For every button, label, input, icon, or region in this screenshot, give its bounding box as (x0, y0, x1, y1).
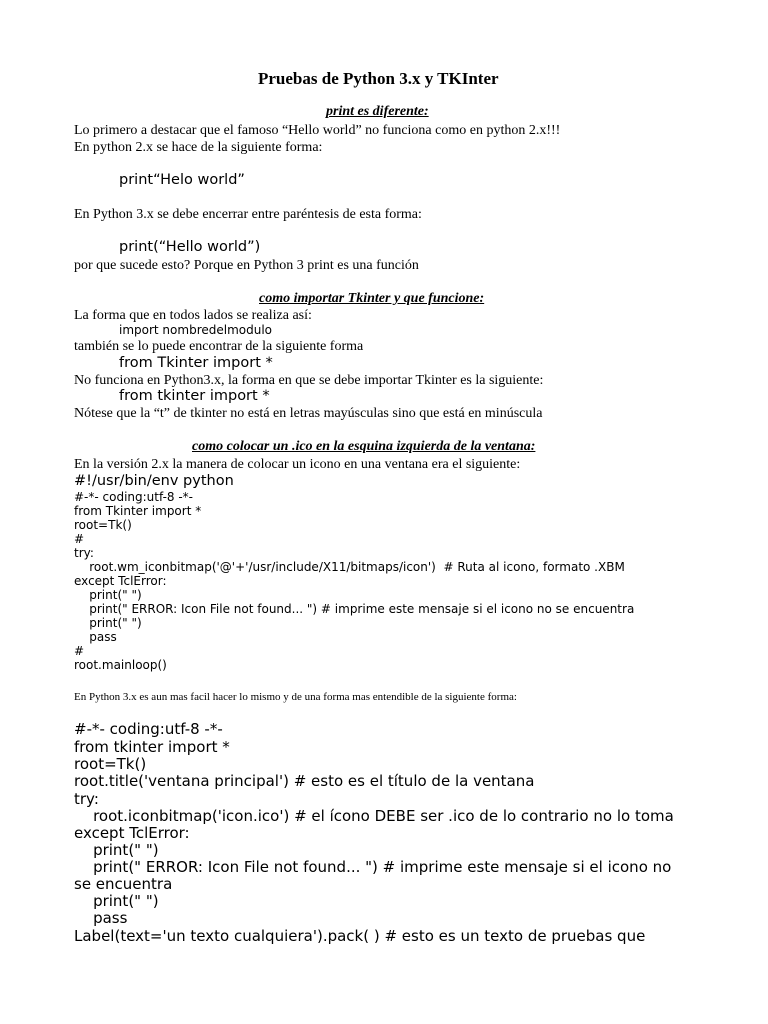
code-line: print(" ERROR: Icon File not found... ") # imprime este mensaje si el icono no se encuentra (74, 602, 635, 616)
code-line: try: (74, 790, 99, 808)
code-line: print(" ") (74, 616, 142, 630)
paragraph-line: Nótese que la “t” de tkinter no está en letras mayúsculas sino que está en minúscula (74, 406, 543, 421)
code-line: except TclError: (74, 574, 167, 588)
code-line: root.wm_iconbitmap('@'+'/usr/include/X11/bitmaps/icon') # Ruta al icono, formato .XBM (74, 560, 625, 574)
code-line: print(" ") (74, 841, 159, 859)
code-snippet: from tkinter import * (119, 388, 270, 404)
code-line: pass (74, 630, 117, 644)
code-snippet: print“Helo world” (119, 172, 245, 188)
code-line: try: (74, 546, 94, 560)
code-line: except TclError: (74, 824, 190, 842)
code-line: root=Tk() (74, 755, 147, 773)
code-line: print(" ") (74, 588, 142, 602)
paragraph-line: En Python 3.x se debe encerrar entre paréntesis de esta forma: (74, 207, 422, 222)
paragraph-line: Lo primero a destacar que el famoso “Hello world” no funciona como en python 2.x!!! (74, 123, 561, 138)
code-line: #-*- coding:utf-8 -*- (74, 720, 223, 738)
code-line: root.title('ventana principal') # esto es el título de la ventana (74, 772, 535, 790)
code-line: root=Tk() (74, 518, 132, 532)
section-heading-print: print es diferente: (326, 104, 429, 119)
paragraph-line: también se lo puede encontrar de la siguiente forma (74, 339, 364, 354)
paragraph-line: En Python 3.x es aun mas facil hacer lo mismo y de una forma mas entendible de la siguiente forma: (74, 691, 517, 703)
code-line: # (74, 532, 85, 546)
code-line: from Tkinter import * (74, 504, 202, 518)
code-line: se encuentra (74, 875, 173, 893)
code-snippet: import nombredelmodulo (119, 323, 273, 337)
code-line: Label(text='un texto cualquiera').pack( ) # esto es un texto de pruebas que (74, 927, 646, 945)
paragraph-line: En la versión 2.x la manera de colocar un icono en una ventana era el siguiente: (74, 457, 521, 472)
code-line: pass (74, 909, 128, 927)
section-heading-icon: como colocar un .ico en la esquina izquierda de la ventana: (192, 439, 536, 454)
code-line: #!/usr/bin/env python (74, 473, 234, 489)
code-snippet: from Tkinter import * (119, 355, 273, 371)
code-snippet: print(“Hello world”) (119, 239, 261, 255)
section-heading-import: como importar Tkinter y que funcione: (259, 291, 485, 306)
code-line: root.iconbitmap('icon.ico') # el ícono DEBE ser .ico de lo contrario no lo toma (74, 807, 674, 825)
page-title: Pruebas de Python 3.x y TKInter (258, 69, 499, 88)
code-line: from tkinter import * (74, 738, 230, 756)
paragraph-line: No funciona en Python3.x, la forma en que se debe importar Tkinter es la siguiente: (74, 373, 544, 388)
code-line: # (74, 644, 85, 658)
paragraph-line: por que sucede esto? Porque en Python 3 print es una función (74, 258, 419, 273)
paragraph-line: En python 2.x se hace de la siguiente forma: (74, 140, 323, 155)
code-line: root.mainloop() (74, 658, 167, 672)
paragraph-line: La forma que en todos lados se realiza así: (74, 308, 312, 323)
code-line: print(" ERROR: Icon File not found... ") # imprime este mensaje si el icono no (74, 858, 672, 876)
code-line: print(" ") (74, 892, 159, 910)
code-line: #-*- coding:utf-8 -*- (74, 490, 194, 504)
